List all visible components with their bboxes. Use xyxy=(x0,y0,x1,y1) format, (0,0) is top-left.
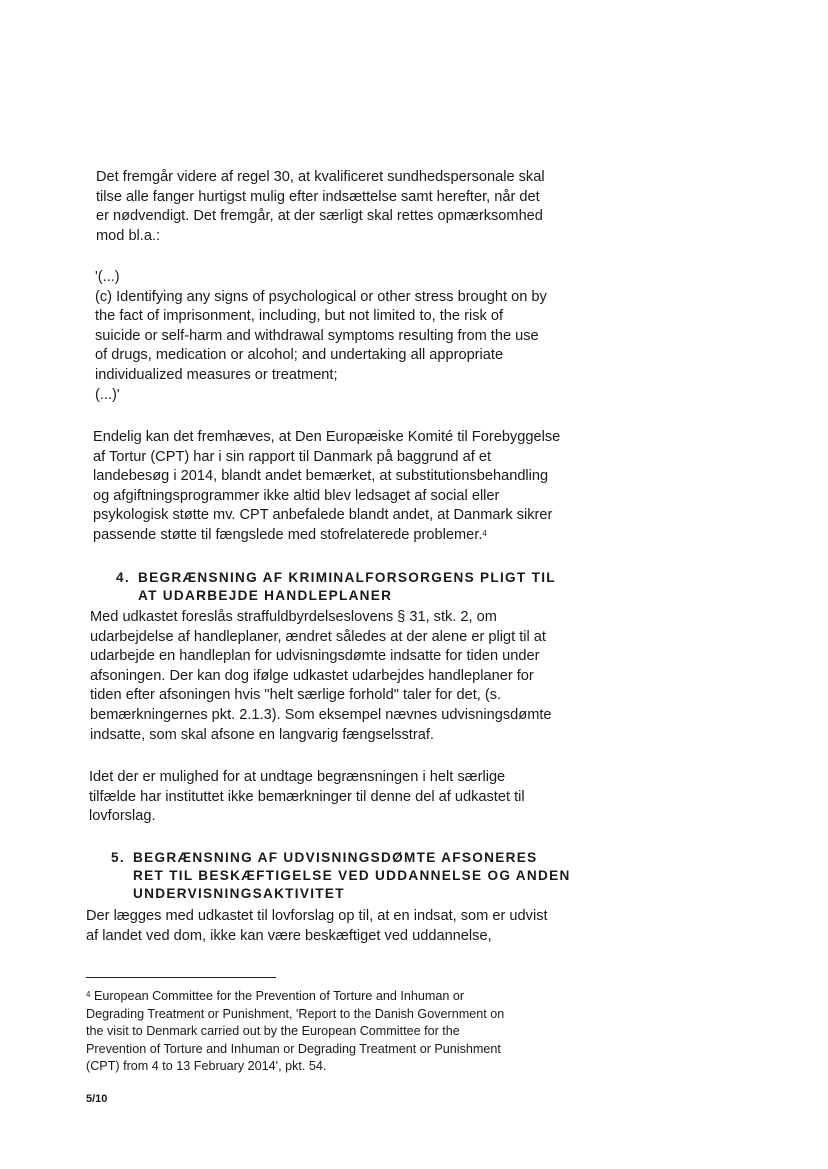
text-line: tilse alle fanger hurtigst mulig efter indsættelse samt herefter, når det xyxy=(96,188,540,205)
text-line: bemærkningernes pkt. 2.1.3). Som eksempel nævnes udvisningsdømte xyxy=(90,706,552,723)
text-line-content: European Committee for the Prevention of Torture and Inhuman or xyxy=(93,989,465,1003)
text-line: the fact of imprisonment, including, but not limited to, the risk of xyxy=(95,308,504,325)
text-line: (...)' xyxy=(95,386,120,403)
footnote-number: 4 xyxy=(86,990,91,999)
text-line: udarbejdelse af handleplaner, ændret således at der alene er pligt til at xyxy=(90,628,546,645)
section-5-heading xyxy=(111,849,571,903)
text-line: (c) Identifying any signs of psychological or other stress brought on by xyxy=(95,288,547,305)
paragraph-institute-remarks xyxy=(89,768,525,827)
paragraph-udvisningsdomte xyxy=(86,907,548,946)
text-line xyxy=(93,526,560,546)
heading-line: BEGRÆNSNING AF KRIMINALFORSORGENS PLIGT TIL xyxy=(138,570,556,585)
text-line: tilfælde har instituttet ikke bemærkninger til denne del af udkastet til xyxy=(89,788,525,805)
paragraph-rule-30 xyxy=(96,168,545,246)
text-line: Degrading Treatment or Punishment, 'Report to the Danish Government on xyxy=(86,1006,505,1021)
text-line: of drugs, medication or alcohol; and undertaking all appropriate xyxy=(95,347,504,364)
text-line: udarbejde en handleplan for udvisningsdømte indsatte for tiden under xyxy=(90,648,540,665)
page-number: 5/10 xyxy=(86,1093,108,1105)
text-line: individualized measures or treatment; xyxy=(95,366,338,383)
text-line: Prevention of Torture and Inhuman or Degrading Treatment or Punishment xyxy=(86,1041,501,1056)
footnote-4 xyxy=(86,988,504,1076)
text-line: Der lægges med udkastet til lovforslag op til, at en indsat, som er udvist xyxy=(86,908,548,924)
text-line: psykologisk støtte mv. CPT anbefalede blandt andet, at Danmark sikrer xyxy=(93,507,553,524)
text-line: suicide or self-harm and withdrawal symptoms resulting from the use xyxy=(95,327,539,344)
text-line xyxy=(86,988,504,1006)
text-line: af landet ved dom, ikke kan være beskæftiget ved uddannelse, xyxy=(86,927,492,944)
footnote-reference[interactable]: 4 xyxy=(482,528,487,538)
paragraph-handleplaner xyxy=(90,608,552,745)
text-line: indsatte, som skal afsone en langvarig fængselsstraf. xyxy=(90,726,434,743)
paragraph-cpt xyxy=(93,428,560,546)
text-line: af Tortur (CPT) har i sin rapport til Danmark på baggrund af et xyxy=(93,448,491,465)
text-line: Det fremgår videre af regel 30, at kvalificeret sundhedspersonale skal xyxy=(96,169,545,185)
text-line: Endelig kan det fremhæves, at Den Europæiske Komité til Forebyggelse xyxy=(93,429,561,445)
text-line: er nødvendigt. Det fremgår, at der særligt skal rettes opmærksomhed xyxy=(96,208,543,225)
text-line: Idet der er mulighed for at undtage begrænsningen i helt særlige xyxy=(89,769,506,785)
section-number: 5. xyxy=(111,850,125,865)
text-line: (CPT) from 4 to 13 February 2014', pkt. 54. xyxy=(86,1059,327,1074)
section-number: 4. xyxy=(116,570,130,585)
heading-line: UNDERVISNINGSAKTIVITET xyxy=(133,886,345,901)
text-line: mod bl.a.: xyxy=(96,227,161,244)
text-line: Med udkastet foreslås straffuldbyrdelseslovens § 31, stk. 2, om xyxy=(90,609,497,625)
text-line: the visit to Denmark carried out by the European Committee for the xyxy=(86,1024,460,1039)
block-quote xyxy=(95,268,547,405)
text-line: tiden efter afsoningen hvis "helt særlige forhold" taler for det, (s. xyxy=(90,687,502,704)
heading-line: RET TIL BESKÆFTIGELSE VED UDDANNELSE OG ANDEN xyxy=(133,868,571,883)
section-4-heading xyxy=(116,569,556,605)
text-line: lovforslag. xyxy=(89,808,156,825)
text-line-content: passende støtte til fængslede med stofrelaterede problemer. xyxy=(93,526,483,543)
text-line: og afgiftningsprogrammer ikke altid blev ledsaget af social eller xyxy=(93,487,500,504)
heading-line: AT UDARBEJDE HANDLEPLANER xyxy=(138,588,393,603)
text-line: '(...) xyxy=(95,269,120,285)
text-line: landebesøg i 2014, blandt andet bemærket, at substitutionsbehandling xyxy=(93,468,549,485)
heading-line: BEGRÆNSNING AF UDVISNINGSDØMTE AFSONERES xyxy=(133,850,538,865)
footnote-separator xyxy=(86,977,276,978)
text-line: afsoningen. Der kan dog ifølge udkastet udarbejdes handleplaner for xyxy=(90,667,534,684)
